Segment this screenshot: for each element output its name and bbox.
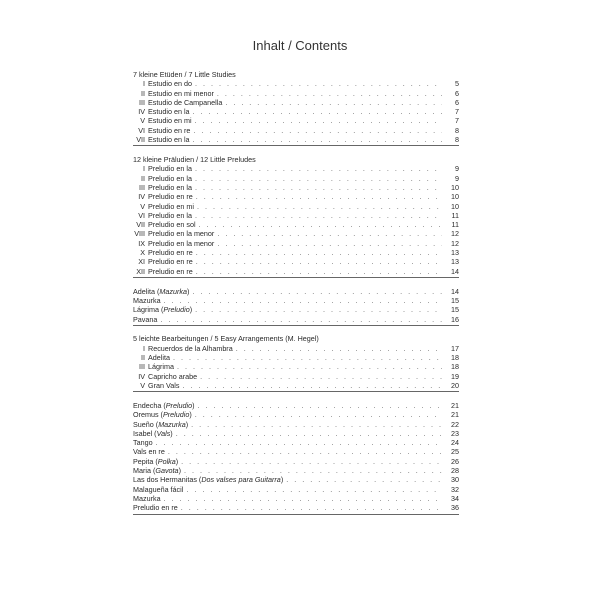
entry-number: XI — [138, 257, 145, 267]
entry-title — [133, 485, 183, 494]
entry-title — [148, 89, 214, 98]
entry-title-text: Preludio en la — [148, 182, 192, 192]
entry-title-text: Pavana — [133, 314, 158, 324]
entry-number: VIII — [134, 229, 145, 239]
entry-title: Endecha (Preludio) — [133, 400, 195, 410]
entry-title — [148, 116, 192, 125]
entry-title — [148, 79, 192, 88]
page-number: 14 — [451, 286, 459, 296]
entry-title-text: Preludio en la — [148, 210, 192, 220]
dot-leader — [195, 164, 442, 173]
toc-entry[interactable] — [133, 287, 459, 296]
entry-title: Oremus (Preludio) — [133, 410, 192, 420]
entry-title: Sueño (Mazurka) — [133, 419, 189, 429]
entry-title-text: Pepita — [133, 456, 154, 466]
entry-title-text: Adelita — [133, 286, 155, 296]
entry-title-text: Adelita — [148, 353, 170, 363]
entry-title — [148, 126, 190, 135]
entry-title-text: Preludio en re — [148, 192, 193, 202]
page-number: 9 — [455, 173, 459, 183]
page-number: 28 — [451, 466, 459, 476]
entry-title-text: Lágrima — [133, 305, 159, 315]
page-number: 17 — [451, 343, 459, 353]
dot-leader — [164, 296, 442, 305]
toc-entry[interactable] — [133, 475, 459, 484]
toc-section — [133, 401, 459, 515]
page-number: 9 — [455, 164, 459, 174]
entry-title — [148, 248, 193, 257]
dot-leader — [186, 485, 442, 494]
dot-leader — [193, 126, 442, 135]
entry-title: Maria (Gavota) — [133, 466, 181, 476]
dot-leader — [195, 116, 442, 125]
dot-leader — [164, 494, 442, 503]
dot-leader — [195, 174, 442, 183]
page-number: 6 — [455, 97, 459, 107]
entry-number: V — [140, 116, 145, 126]
entry-title-text: Lágrima — [148, 362, 174, 372]
entry-title-text: Estudio en la — [148, 107, 190, 117]
entry-title-text: Tango — [133, 438, 153, 448]
dot-leader — [217, 89, 442, 98]
entry-title-text: Capricho arabe — [148, 371, 198, 381]
section-divider — [133, 145, 459, 146]
dot-leader — [286, 475, 442, 484]
dot-leader — [160, 315, 442, 324]
entry-number: IV — [138, 107, 145, 117]
toc-entry[interactable] — [133, 429, 459, 438]
dot-leader — [191, 420, 442, 429]
entry-number: II — [141, 173, 145, 183]
toc-entry[interactable] — [133, 267, 459, 276]
dot-leader — [196, 257, 442, 266]
entry-title — [148, 192, 193, 201]
entry-title-text: Preludio en sol — [148, 220, 196, 230]
entry-title-text: Oremus — [133, 410, 159, 420]
dot-leader — [182, 381, 442, 390]
entry-title-text: Preludio en la — [148, 173, 192, 183]
page-number: 16 — [451, 314, 459, 324]
entry-number: IX — [138, 238, 145, 248]
dot-leader — [181, 503, 442, 512]
dot-leader — [184, 466, 442, 475]
toc-entry[interactable] — [133, 410, 459, 419]
page-number: 14 — [451, 266, 459, 276]
page-number: 11 — [451, 210, 459, 220]
entry-title: Isabel (Vals) — [133, 428, 173, 438]
dot-leader — [236, 344, 442, 353]
page-number: 6 — [455, 88, 459, 98]
entry-title — [148, 220, 196, 229]
toc-entry[interactable] — [133, 494, 459, 503]
entry-title-text: Mazurka — [133, 493, 161, 503]
entry-title-text: Preludio en re — [148, 266, 193, 276]
entry-title-text: Estudio en la — [148, 135, 190, 145]
toc-entry[interactable] — [133, 401, 459, 410]
entry-title-text: Estudio en mi menor — [148, 88, 214, 98]
page-title: Inhalt / Contents — [252, 38, 348, 53]
entry-title — [148, 107, 190, 116]
page-number: 25 — [451, 447, 459, 457]
toc-entry[interactable] — [133, 107, 459, 116]
toc-entry[interactable] — [133, 447, 459, 456]
toc-entry[interactable] — [133, 344, 459, 353]
dot-leader — [198, 401, 442, 410]
toc-entry[interactable] — [133, 229, 459, 238]
entry-number: II — [141, 88, 145, 98]
entry-title — [148, 353, 170, 362]
toc-entry[interactable] — [133, 239, 459, 248]
toc-entry[interactable] — [133, 248, 459, 257]
entry-number: VI — [138, 210, 145, 220]
toc-entry[interactable] — [133, 315, 459, 324]
toc-entry[interactable] — [133, 372, 459, 381]
dot-leader — [195, 183, 442, 192]
page-number: 21 — [451, 410, 459, 420]
entry-title-text: Preludio en re — [148, 248, 193, 258]
entry-title — [148, 381, 179, 390]
entry-subtitle: Mazurka — [158, 419, 186, 429]
toc-section — [133, 287, 459, 326]
page-number: 18 — [451, 353, 459, 363]
toc-entry[interactable] — [133, 164, 459, 173]
entry-number: VII — [136, 220, 145, 230]
dot-leader — [193, 107, 442, 116]
page-number: 22 — [451, 419, 459, 429]
entry-subtitle: Gavota — [155, 466, 179, 476]
page-number: 15 — [451, 295, 459, 305]
toc-entry[interactable] — [133, 503, 459, 512]
toc-section — [133, 334, 459, 392]
dot-leader — [195, 211, 442, 220]
entry-title — [148, 164, 192, 173]
entry-title-text: Isabel — [133, 428, 153, 438]
entry-number: V — [140, 201, 145, 211]
toc-entry[interactable] — [133, 126, 459, 135]
entry-number: XII — [136, 266, 145, 276]
entry-title-text: Preludio en la menor — [148, 229, 215, 239]
entry-title-text: Endecha — [133, 400, 162, 410]
page-number: 20 — [451, 380, 459, 390]
dot-leader — [177, 362, 442, 371]
entry-title-text: Preludio en re — [148, 257, 193, 267]
entry-title-text: Las dos Hermanitas — [133, 475, 197, 485]
page-number: 21 — [451, 400, 459, 410]
entry-title — [148, 174, 192, 183]
dot-leader — [193, 135, 442, 144]
toc-entry[interactable] — [133, 135, 459, 144]
dot-leader — [156, 438, 442, 447]
entry-subtitle: Dos valses para Guitarra — [201, 475, 281, 485]
page-number: 24 — [451, 438, 459, 448]
page-number: 10 — [451, 192, 459, 202]
table-of-contents — [133, 70, 459, 523]
entry-title-text: Preludio en la menor — [148, 238, 215, 248]
dot-leader — [168, 447, 442, 456]
entry-number: III — [139, 362, 145, 372]
page-number: 8 — [455, 135, 459, 145]
entry-title-text: Gran Vals — [148, 380, 180, 390]
dot-leader — [225, 98, 442, 107]
entry-title — [148, 362, 174, 371]
page-number: 5 — [455, 79, 459, 89]
toc-entry[interactable] — [133, 192, 459, 201]
entry-title — [133, 494, 161, 503]
entry-title-text: Mazurka — [133, 295, 161, 305]
entry-subtitle: Vals — [156, 428, 171, 438]
toc-entry[interactable] — [133, 257, 459, 266]
entry-title — [148, 98, 222, 107]
dot-leader — [181, 457, 442, 466]
entry-number: X — [140, 248, 145, 258]
dot-leader — [197, 202, 442, 211]
section-heading: 5 leichte Bearbeitungen / 5 Easy Arrangements (M. Hegel) — [133, 334, 319, 344]
entry-title — [148, 211, 192, 220]
entry-subtitle: Preludio — [165, 400, 193, 410]
dot-leader — [173, 353, 442, 362]
entry-title-text: Recuerdos de la Alhambra — [148, 343, 233, 353]
toc-entry[interactable] — [133, 116, 459, 125]
page-number: 30 — [451, 475, 459, 485]
entry-title: Lágrima (Preludio) — [133, 305, 193, 315]
toc-entry[interactable] — [133, 174, 459, 183]
entry-title-text: Preludio en la — [148, 164, 192, 174]
entry-title — [133, 315, 157, 324]
entry-title-text: Maria — [133, 466, 151, 476]
entry-title — [133, 296, 161, 305]
dot-leader — [196, 192, 442, 201]
toc-entry[interactable] — [133, 362, 459, 371]
entry-subtitle: Preludio — [163, 305, 190, 315]
toc-entry[interactable] — [133, 381, 459, 390]
entry-title — [133, 503, 178, 512]
entry-title — [133, 447, 165, 456]
page-number: 26 — [451, 456, 459, 466]
entry-number: IV — [138, 371, 145, 381]
entry-number: II — [141, 353, 145, 363]
toc-entry[interactable] — [133, 353, 459, 362]
dot-leader — [200, 372, 442, 381]
dot-leader — [195, 410, 442, 419]
section-divider — [133, 277, 459, 278]
entry-title-text: Vals en re — [133, 447, 165, 457]
toc-entry[interactable] — [133, 420, 459, 429]
entry-title — [133, 438, 153, 447]
section-divider — [133, 325, 459, 326]
entry-title-text: Estudio en mi — [148, 116, 192, 126]
entry-title-text: Estudio de Campanella — [148, 97, 223, 107]
page-number: 10 — [451, 201, 459, 211]
entry-title — [148, 229, 214, 238]
entry-number: III — [139, 182, 145, 192]
entry-title — [148, 183, 192, 192]
entry-title-text: Preludio en re — [133, 503, 178, 513]
page-number: 11 — [451, 220, 459, 230]
entry-subtitle: Mazurka — [159, 286, 187, 296]
page-number: 12 — [451, 229, 459, 239]
page-number: 18 — [451, 362, 459, 372]
toc-entry[interactable] — [133, 466, 459, 475]
toc-section — [133, 155, 459, 278]
entry-title — [148, 344, 233, 353]
entry-title-text: Estudio en do — [148, 79, 192, 89]
entry-title-text: Estudio en re — [148, 125, 191, 135]
toc-entry[interactable] — [133, 485, 459, 494]
page-number: 8 — [455, 125, 459, 135]
entry-number: V — [140, 380, 145, 390]
entry-number: IV — [138, 192, 145, 202]
toc-entry[interactable] — [133, 438, 459, 447]
dot-leader — [192, 287, 442, 296]
entry-title — [148, 202, 194, 211]
entry-number: VI — [138, 125, 145, 135]
dot-leader — [199, 220, 442, 229]
entry-title — [148, 372, 197, 381]
toc-entry[interactable] — [133, 202, 459, 211]
dot-leader — [195, 305, 442, 314]
page-number: 13 — [451, 248, 459, 258]
entry-title — [148, 135, 190, 144]
entry-title — [148, 239, 214, 248]
entry-number: VII — [136, 135, 145, 145]
section-divider — [133, 514, 459, 515]
entry-subtitle: Polka — [157, 456, 176, 466]
page-number: 7 — [455, 116, 459, 126]
toc-entry[interactable] — [133, 89, 459, 98]
entry-title: Pepita (Polka) — [133, 456, 179, 466]
page-number: 34 — [451, 493, 459, 503]
section-divider — [133, 391, 459, 392]
entry-number: I — [143, 79, 145, 89]
page-number: 7 — [455, 107, 459, 117]
toc-entry[interactable] — [133, 305, 459, 314]
section-heading: 7 kleine Etüden / 7 Little Studies — [133, 70, 236, 79]
dot-leader — [196, 248, 442, 257]
toc-entry[interactable] — [133, 79, 459, 88]
page-number: 12 — [451, 238, 459, 248]
page-number: 23 — [451, 428, 459, 438]
section-heading: 12 kleine Präludien / 12 Little Preludes — [133, 155, 256, 165]
toc-entry[interactable] — [133, 98, 459, 107]
entry-number: I — [143, 164, 145, 174]
page-number: 10 — [451, 182, 459, 192]
dot-leader — [195, 79, 442, 88]
toc-entry[interactable] — [133, 211, 459, 220]
toc-entry[interactable] — [133, 457, 459, 466]
dot-leader — [176, 429, 442, 438]
entry-title — [148, 267, 193, 276]
dot-leader — [217, 229, 442, 238]
entry-number: III — [139, 97, 145, 107]
page-number: 15 — [451, 305, 459, 315]
toc-section — [133, 70, 459, 146]
page-number: 36 — [451, 503, 459, 513]
dot-leader — [196, 267, 442, 276]
entry-title: Las dos Hermanitas (Dos valses para Guitarra) — [133, 475, 284, 485]
entry-title-text: Malagueña fácil — [133, 484, 184, 494]
page-number: 32 — [451, 484, 459, 494]
entry-title-text: Sueño — [133, 419, 154, 429]
entry-title — [148, 257, 193, 266]
page-number: 19 — [451, 371, 459, 381]
toc-entry[interactable] — [133, 183, 459, 192]
page-number: 13 — [451, 257, 459, 267]
entry-title-text: Preludio en mi — [148, 201, 194, 211]
entry-title: Adelita (Mazurka) — [133, 286, 190, 296]
toc-entry[interactable] — [133, 220, 459, 229]
dot-leader — [217, 239, 442, 248]
entry-number: I — [143, 343, 145, 353]
toc-entry[interactable] — [133, 296, 459, 305]
entry-subtitle: Preludio — [162, 410, 190, 420]
